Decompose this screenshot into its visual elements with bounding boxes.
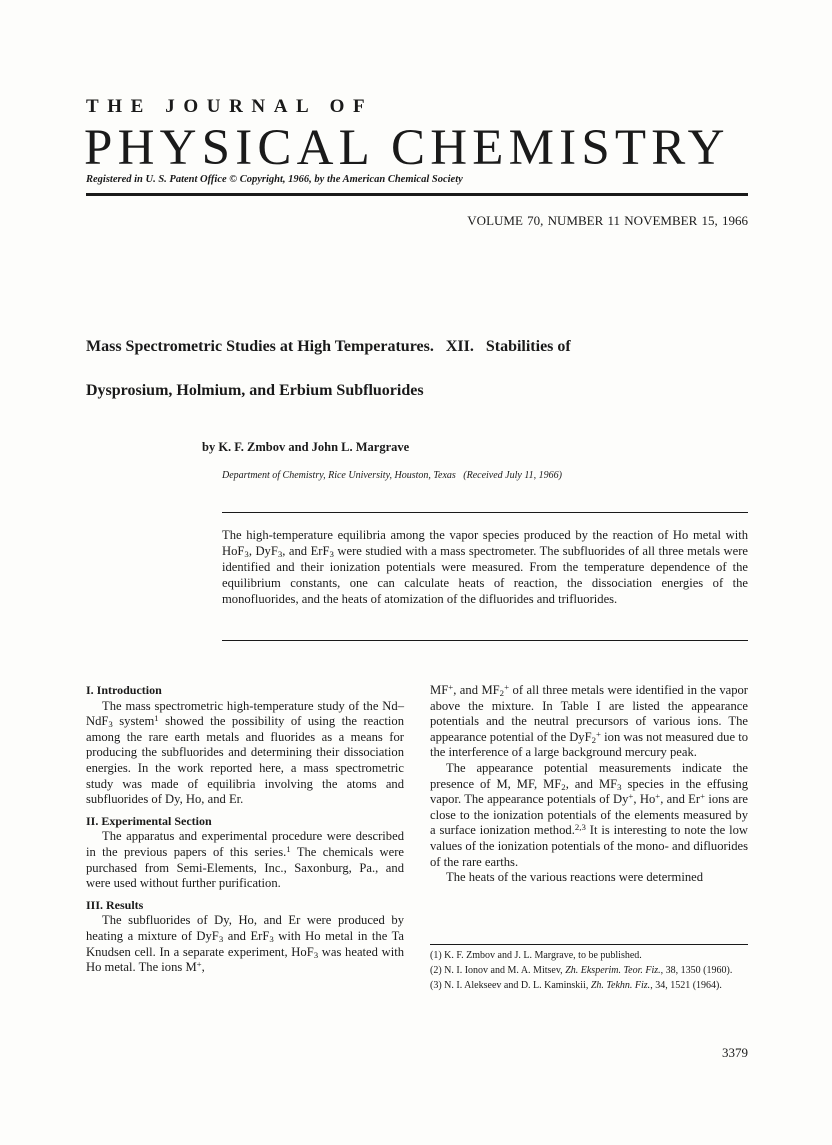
experimental-paragraph: The apparatus and experimental procedure were described in the previous papers of this series.$^1$ The chemicals were purchased from Semi-Elements, Inc., Saxonburg, Pa., and were used without further purification. xyxy=(86,829,404,891)
footnote-1: (1) K. F. Zmbov and J. L. Margrave, to be published. xyxy=(430,950,642,961)
left-column xyxy=(86,683,404,976)
footnotes xyxy=(430,950,748,995)
authors: by K. F. Zmbov and John L. Margrave xyxy=(202,440,410,454)
footnote-rule xyxy=(430,944,748,945)
abstract-rule-top xyxy=(222,512,748,513)
intro-paragraph: The mass spectrometric high-temperature study of the Nd–NdF$_3$ system$^1$ showed the possibility of using the reaction among the rare earth metals and fluorides as a means for producing the subfluorides and determining their dissociation energies. In the work reported here, a mass spectrometric study was made of equilibria involving the atoms and subfluorides of Dy, Ho, and Er. xyxy=(86,698,404,807)
title-line-1: Mass Spectrometric Studies at High Temperatures. XII. Stabilities of xyxy=(86,338,571,355)
issue-line: VOLUME 70, NUMBER 11 NOVEMBER 15, 1966 xyxy=(467,213,748,228)
results-continued: MF+, and $MF_2^+$ of all three metals were identified in the vapor above the mixture. In Table I are listed the appearance potentials and the neutral precursors of various ions. The appearance potential of the DyF$_2$+ ion was not measured due to the interference of a large background mercury peak. xyxy=(430,682,748,760)
right-column xyxy=(430,683,748,886)
heats-paragraph: The heats of the various reactions were determined xyxy=(446,870,704,885)
affiliation: Department of Chemistry, Rice University, Houston, Texas (Received July 11, 1966) xyxy=(222,470,562,481)
abstract: The high-temperature equilibria among the vapor species produced by the reaction of Ho metal with HoF$_3$, DyF$_3$, and ErF$_3$ were studied with a mass spectrometer. The subfluorides of all three metals were identified and their ionization potentials were measured. From the temperature dependence of the equilibrium constants, one can calculate heats of reaction, the dissociation energies of the monofluorides, and the heats of atomization of the difluorides and trifluorides. xyxy=(222,528,748,606)
registration-line: Registered in U. S. Patent Office © Copyright, 1966, by the American Chemical Society xyxy=(86,174,463,185)
journal-kicker: THE JOURNAL OF xyxy=(86,96,374,117)
appearance-paragraph: The appearance potential measurements indicate the presence of M, MF, $MF_2$, and $MF_3$ species in the effusing vapor. The appearance potentials of Dy+, Ho+, and Er+ ions are close to the ionization potentials of the elements measured by a surface ionization method.$^{2,3}$ It is interesting to note the low values of the ionization potentials of the mono- and difluorides of the rare earths. xyxy=(430,760,748,869)
results-heading: III. Results xyxy=(86,897,144,912)
title-line-2: Dysprosium, Holmium, and Erbium Subfluorides xyxy=(86,382,424,399)
results-paragraph: The subfluorides of Dy, Ho, and Er were produced by heating a mixture of DyF$_3$ and ErF$_3$ with Ho metal in the Ta Knudsen cell. In a separate experiment, HoF$_3$ was heated with Ho metal. The ions M+, xyxy=(86,913,404,975)
abstract-rule-bottom xyxy=(222,640,748,641)
journal-name: PHYSICAL CHEMISTRY xyxy=(84,120,730,176)
page-number: 3379 xyxy=(722,1045,748,1060)
masthead-rule xyxy=(86,193,748,196)
intro-heading: I. Introduction xyxy=(86,683,162,697)
footnote-3: (3) N. I. Alekseev and D. L. Kaminskii, Zh. Tekhn. Fiz., 34, 1521 (1964). xyxy=(430,980,722,991)
article-title xyxy=(86,325,748,413)
experimental-heading: II. Experimental Section xyxy=(86,813,212,828)
footnote-2: (2) N. I. Ionov and M. A. Mitsev, Zh. Eksperim. Teor. Fiz., 38, 1350 (1960). xyxy=(430,965,733,976)
